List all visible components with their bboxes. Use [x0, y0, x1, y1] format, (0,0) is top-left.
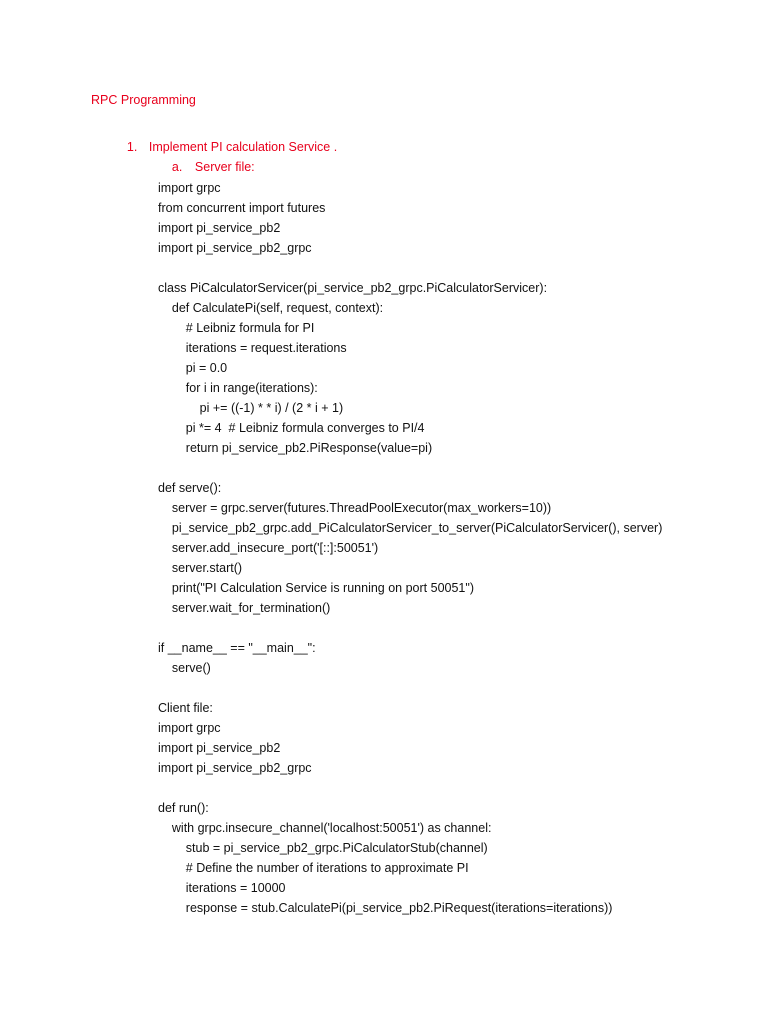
code-line: def CalculatePi(self, request, context):: [158, 301, 384, 315]
list-item-1-number: 1.: [126, 140, 138, 154]
code-line: from concurrent import futures: [158, 201, 326, 215]
code-line: # Leibniz formula for PI: [158, 321, 315, 335]
code-line: response = stub.CalculatePi(pi_service_pb2.PiRequest(iterations=iterations)): [158, 901, 613, 915]
document-heading: RPC Programming: [91, 93, 196, 107]
code-line: if __name__ == "__main__":: [158, 641, 316, 655]
list-item-1-text: Implement PI calculation Service .: [148, 140, 338, 154]
code-line: pi *= 4 # Leibniz formula converges to PI/4: [158, 421, 425, 435]
code-line: for i in range(iterations):: [158, 381, 318, 395]
code-line: stub = pi_service_pb2_grpc.PiCalculatorStub(channel): [158, 841, 488, 855]
code-line: # Define the number of iterations to approximate PI: [158, 861, 469, 875]
code-line: pi += ((-1) * * i) / (2 * i + 1): [158, 401, 344, 415]
code-line: pi = 0.0: [158, 361, 228, 375]
code-line: [158, 458, 662, 478]
code-line: def serve():: [158, 481, 222, 495]
code-line: iterations = request.iterations: [158, 341, 347, 355]
code-line: serve(): [158, 661, 211, 675]
code-line: server = grpc.server(futures.ThreadPoolExecutor(max_workers=10)): [158, 501, 552, 515]
code-line: import grpc: [158, 181, 221, 195]
code-line: pi_service_pb2_grpc.add_PiCalculatorServicer_to_server(PiCalculatorServicer(), server): [158, 521, 663, 535]
code-line: [158, 618, 662, 638]
code-line: [158, 678, 662, 698]
code-line: def run():: [158, 801, 209, 815]
code-line: server.start(): [158, 561, 243, 575]
code-line: import pi_service_pb2_grpc: [158, 241, 312, 255]
code-line: return pi_service_pb2.PiResponse(value=pi): [158, 441, 433, 455]
code-line: Client file:: [158, 701, 213, 715]
code-block: [158, 178, 662, 918]
code-line: iterations = 10000: [158, 881, 286, 895]
list-item-1a-number: a.: [171, 160, 183, 174]
list-item-1a-text: Server file:: [194, 160, 255, 174]
code-line: server.add_insecure_port('[::]:50051'): [158, 541, 379, 555]
code-line: import pi_service_pb2: [158, 221, 281, 235]
code-line: [158, 778, 662, 798]
code-line: import pi_service_pb2: [158, 741, 281, 755]
code-line: print("PI Calculation Service is running on port 50051"): [158, 581, 474, 595]
code-line: [158, 258, 662, 278]
code-line: server.wait_for_termination(): [158, 601, 331, 615]
code-line: import grpc: [158, 721, 221, 735]
code-line: import pi_service_pb2_grpc: [158, 761, 312, 775]
code-line: class PiCalculatorServicer(pi_service_pb2_grpc.PiCalculatorServicer):: [158, 281, 548, 295]
code-line: with grpc.insecure_channel('localhost:50051') as channel:: [158, 821, 492, 835]
